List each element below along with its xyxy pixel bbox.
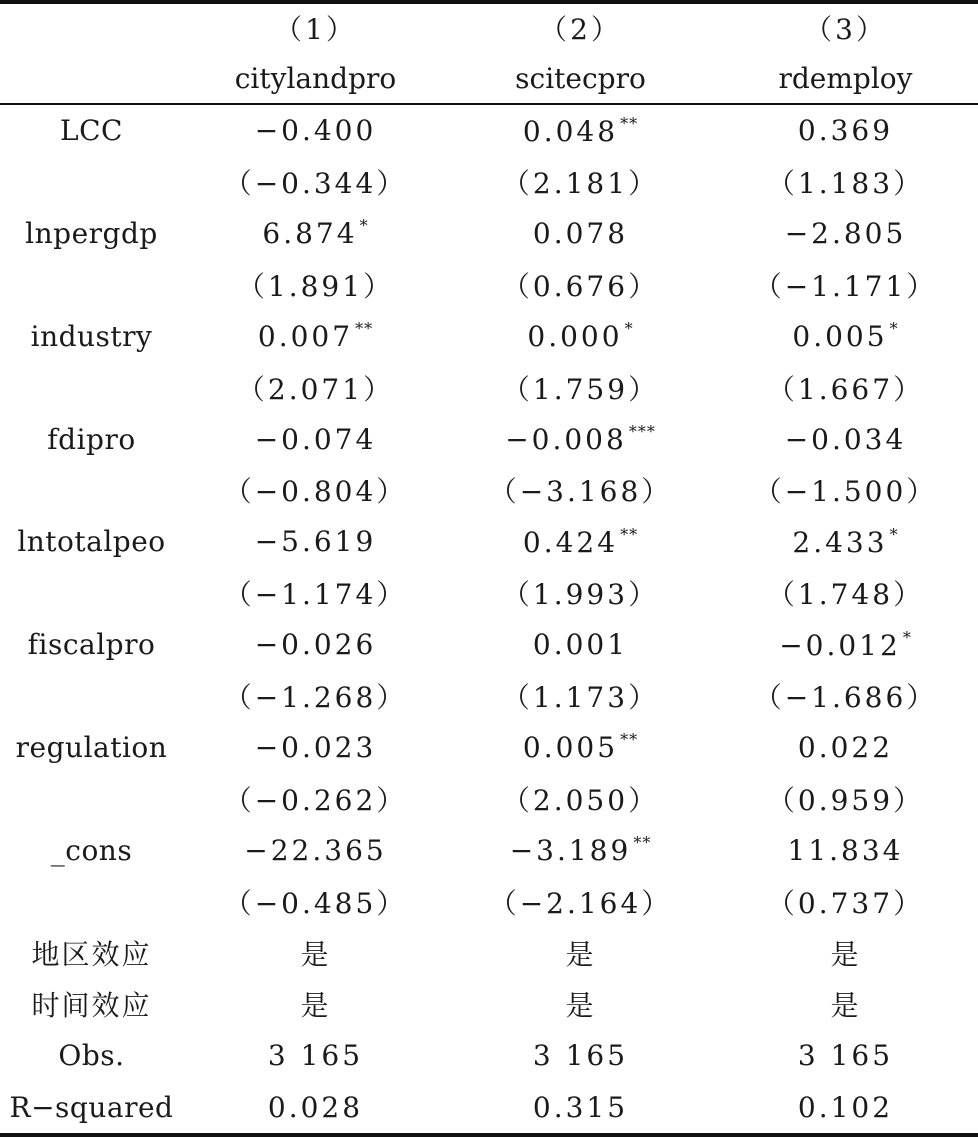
t-stat-cell: （−1.500）: [753, 475, 938, 509]
t-stat-cell: （−3.168）: [488, 475, 673, 509]
coef-cell: [448, 824, 713, 875]
row-label: _cons: [50, 833, 133, 867]
row-label-empty: [0, 876, 183, 927]
coef-cell: [448, 105, 713, 156]
col-number-3: （3）: [804, 12, 887, 46]
row-label-empty: [0, 362, 183, 413]
footer-value: 是: [300, 937, 331, 971]
coef-cell: [183, 619, 448, 670]
significance-stars: *: [902, 627, 912, 647]
coef-value: 2.433: [792, 525, 888, 559]
t-stat-cell: （2.181）: [501, 167, 660, 201]
coef-cell: [713, 105, 978, 156]
coef-row: [0, 208, 978, 259]
footer-value: 3 165: [267, 1039, 364, 1073]
t-stat-cell: （1.759）: [501, 372, 660, 406]
coef-value: 0.369: [797, 114, 894, 148]
row-label-empty: [0, 259, 183, 310]
coef-value: 0.005: [792, 320, 888, 354]
coef-value: −5.619: [254, 525, 377, 559]
row-label-empty: [0, 465, 183, 516]
footer-row: [0, 1030, 978, 1081]
coef-cell: [448, 208, 713, 259]
coef-row: [0, 619, 978, 670]
coef-value: 0.001: [532, 628, 629, 662]
coef-value: −3.189: [509, 834, 632, 868]
coef-value: −0.400: [254, 114, 377, 148]
coef-cell: [183, 311, 448, 362]
t-stat-row: [0, 876, 978, 927]
coef-cell: [183, 722, 448, 773]
coef-cell: [713, 722, 978, 773]
row-label: lntotalpeo: [17, 525, 166, 559]
col-var-3: rdemploy: [778, 62, 913, 95]
coef-value: 11.834: [787, 833, 904, 867]
footer-value: 是: [830, 937, 861, 971]
coef-row: [0, 311, 978, 362]
t-stat-row: [0, 568, 978, 619]
t-stat-cell: （1.993）: [501, 578, 660, 612]
significance-stars: *: [624, 319, 634, 339]
t-stat-cell: （1.667）: [766, 372, 925, 406]
row-label: fiscalpro: [27, 628, 156, 662]
coef-cell: [183, 516, 448, 567]
t-stat-cell: （2.071）: [236, 372, 395, 406]
footer-label: Obs.: [58, 1039, 125, 1073]
coef-cell: [448, 619, 713, 670]
t-stat-cell: （−1.686）: [753, 680, 938, 714]
coef-value: −0.074: [254, 422, 377, 456]
footer-value: 0.315: [532, 1090, 629, 1124]
footer-label: 地区效应: [31, 937, 152, 971]
coef-row: [0, 824, 978, 875]
footer-value: 是: [565, 989, 596, 1023]
coef-row: [0, 105, 978, 156]
coef-value: −0.008: [505, 423, 627, 457]
coef-cell: [713, 516, 978, 567]
header-row-col-numbers: [0, 2, 978, 53]
significance-stars: ***: [628, 422, 656, 442]
t-stat-row: [0, 773, 978, 824]
t-stat-cell: （−2.164）: [488, 886, 673, 920]
coef-value: 0.048: [522, 114, 619, 148]
table-bottom-rule: [0, 1133, 978, 1137]
col-var-1: citylandpro: [234, 62, 397, 95]
footer-row: [0, 979, 978, 1030]
footer-value: 0.028: [267, 1090, 364, 1124]
row-label: LCC: [60, 114, 123, 148]
coef-row: [0, 516, 978, 567]
coef-cell: [183, 413, 448, 464]
t-stat-cell: （1.183）: [766, 167, 925, 201]
t-stat-cell: （1.173）: [501, 680, 660, 714]
footer-value: 是: [565, 937, 596, 971]
t-stat-cell: （0.676）: [501, 269, 660, 303]
coef-value: 0.005: [522, 731, 619, 765]
t-stat-cell: （−0.485）: [223, 886, 408, 920]
coef-cell: [713, 824, 978, 875]
coef-value: −0.026: [254, 628, 377, 662]
coef-cell: [448, 311, 713, 362]
row-label-empty: [0, 156, 183, 207]
significance-stars: **: [620, 524, 639, 544]
footer-value: 3 165: [797, 1039, 894, 1073]
significance-stars: *: [889, 524, 899, 544]
t-stat-cell: （2.050）: [501, 783, 660, 817]
t-stat-row: [0, 362, 978, 413]
coef-value: −0.012: [779, 628, 901, 662]
footer-value: 0.102: [797, 1090, 894, 1124]
significance-stars: **: [355, 319, 374, 339]
coef-value: −2.805: [784, 216, 907, 250]
coef-value: −0.034: [784, 422, 907, 456]
table-body: [0, 105, 978, 1133]
coef-value: 6.874: [262, 217, 358, 251]
coef-value: 0.022: [797, 730, 894, 764]
col-number-1: （1）: [274, 12, 357, 46]
header-corner-2: [0, 53, 183, 104]
coef-value: 0.000: [527, 320, 623, 354]
t-stat-cell: （0.959）: [766, 783, 925, 817]
t-stat-cell: （−0.344）: [223, 167, 408, 201]
t-stat-cell: （−0.262）: [223, 783, 408, 817]
t-stat-cell: （−1.174）: [223, 578, 408, 612]
row-label: fdipro: [47, 422, 136, 456]
row-label: regulation: [15, 730, 168, 764]
coef-value: 0.424: [522, 525, 619, 559]
t-stat-cell: （1.748）: [766, 578, 925, 612]
coef-row: [0, 722, 978, 773]
coef-value: −0.023: [254, 730, 377, 764]
significance-stars: *: [359, 216, 369, 236]
footer-row: [0, 927, 978, 978]
t-stat-cell: （−1.268）: [223, 680, 408, 714]
t-stat-cell: （−0.804）: [223, 475, 408, 509]
coef-cell: [183, 824, 448, 875]
row-label-empty: [0, 670, 183, 721]
t-stat-row: [0, 156, 978, 207]
t-stat-row: [0, 465, 978, 516]
coef-cell: [713, 619, 978, 670]
footer-value: 是: [300, 989, 331, 1023]
t-stat-cell: （0.737）: [766, 886, 925, 920]
col-number-2: （2）: [539, 12, 622, 46]
coef-row: [0, 413, 978, 464]
coef-cell: [448, 413, 713, 464]
footer-row: [0, 1081, 978, 1132]
coef-cell: [448, 722, 713, 773]
coef-cell: [183, 208, 448, 259]
coef-cell: [713, 413, 978, 464]
t-stat-row: [0, 259, 978, 310]
footer-value: 是: [830, 989, 861, 1023]
header-row-col-vars: [0, 53, 978, 104]
footer-label: 时间效应: [31, 989, 152, 1023]
footer-value: 3 165: [532, 1039, 629, 1073]
row-label: industry: [30, 319, 153, 353]
row-label: lnpergdp: [25, 216, 158, 250]
row-label-empty: [0, 568, 183, 619]
row-label-empty: [0, 773, 183, 824]
header-corner: [0, 2, 183, 53]
coef-value: −22.365: [244, 833, 387, 867]
footer-label: R−squared: [9, 1090, 174, 1124]
significance-stars: *: [889, 319, 899, 339]
t-stat-cell: （−1.171）: [753, 269, 938, 303]
t-stat-row: [0, 670, 978, 721]
coef-value: 0.078: [532, 216, 629, 250]
coef-cell: [183, 105, 448, 156]
coef-cell: [713, 208, 978, 259]
t-stat-cell: （1.891）: [236, 269, 395, 303]
coef-cell: [713, 311, 978, 362]
coef-value: 0.007: [257, 320, 354, 354]
significance-stars: **: [620, 113, 639, 133]
coef-cell: [448, 516, 713, 567]
significance-stars: **: [633, 833, 652, 853]
table-header: [0, 2, 978, 104]
significance-stars: **: [620, 730, 639, 750]
col-var-2: scitecpro: [515, 62, 646, 95]
